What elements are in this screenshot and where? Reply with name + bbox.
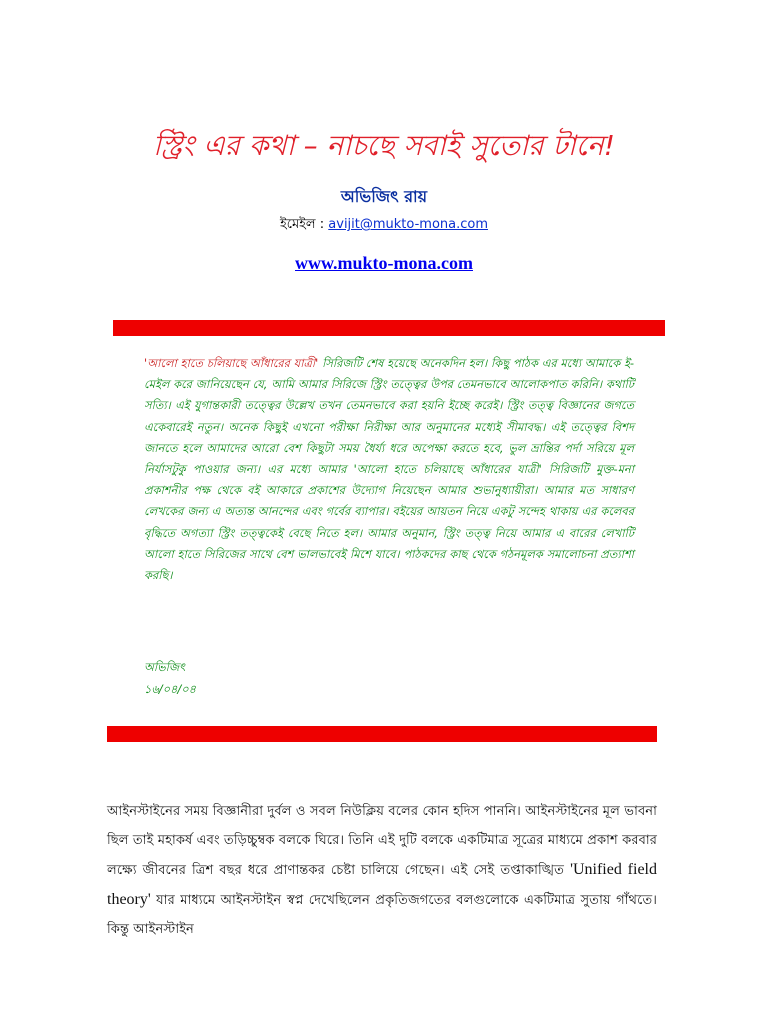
- email-label: ইমেইল :: [279, 217, 325, 232]
- email-link[interactable]: avijit@mukto-mona.com: [328, 217, 489, 232]
- body-paragraph: [107, 797, 657, 944]
- email-line: [0, 215, 768, 236]
- red-divider-bottom: [107, 726, 657, 742]
- body-text-part1: আইনস্টাইনের সময় বিজ্ঞানীরা দুর্বল ও সবল নিউক্লিয় বলের কোন হদিস পাননি। আইনস্টাইনের মূল ভাবনা ছিল তাই মহাকর্ষ এবং তড়িচ্চুম্বক বলকে ঘিরে। তিনি এই দুটি বলকে একটিমাত্র সূত্রের মাধ্যমে প্রকাশ করবার লক্ষ্যে জীবনের ত্রিশ বছর ধরে প্রাণান্তকর চেষ্টা চালিয়ে গেছেন। এই সেই তপ্তাকাঙ্খিত: [107, 804, 657, 878]
- website-link[interactable]: www.mukto-mona.com: [295, 253, 473, 273]
- preface-quote-title: 'আলো হাতে চলিয়াছে আঁধারের যাত্রী': [144, 356, 319, 370]
- author-name: অভিজিৎ রায়: [340, 187, 428, 206]
- signature-name: অভিজিৎ: [144, 660, 186, 674]
- preface-signature: [144, 656, 196, 700]
- red-divider-top: [113, 320, 665, 336]
- body-text-part2: যার মাধ্যমে আইনস্টাইন স্বপ্ন দেখেছিলেন প্রকৃতিজগতের বলগুলোকে একটিমাত্র সুতায় গাঁথতে। কিন্তু আইনস্টাইন: [107, 893, 657, 937]
- article-title: স্ট্রিং এর কথা – নাচছে সবাই সুতোর টানে!: [153, 129, 615, 162]
- preface-text: সিরিজটি শেষ হয়েছে অনেকদিন হল। কিছু পাঠক এর মধ্যে আমাকে ই-মেইল করে জানিয়েছেন যে, আমি আমার সিরিজে স্ট্রিং তত্ত্বের উপর তেমনভাবে আলোকপাত করিনি। কথাটি সত্যি। এই যুগান্তকারী তত্ত্বের উল্লেখ তখন তেমনভাবে করা হয়নি ইচ্ছে করেই। স্ট্রিং তত্ত্ব বিজ্ঞানের জগতে একেবারেই নতুন। অনেক কিছুই এখনো পরীক্ষা নিরীক্ষা আর অনুমানের মধ্যেই সীমাবদ্ধ। এই তত্ত্বের বিশদ জানতে হলে আমাদের আরো বেশ কিছুটা সময় ধৈর্য্য ধরে অপেক্ষা করতে হবে, ভুল ভ্রান্তির পর্দা সরিয়ে মূল নির্যাসটুকু পাওয়ার জন্য। এর মধ্যে আমার 'আলো হাতে চলিয়াছে আঁধারের যাত্রী' সিরিজটি মুক্ত-মনা প্রকাশনীর পক্ষ থেকে বই আকারে প্রকাশের উদ্যোগ নিয়েছেন আমার শুভানুধ্যায়ীরা। আমার মত সাধারণ লেখকের জন্য এ অত্যন্ত আনন্দের এবং গর্বের ব্যাপার। বইয়ের আয়তন নিয়ে একটু সন্দেহ থাকায় এর কলেবর বৃদ্ধিতে অগত্যা স্ট্রিং তত্ত্বকেই বেছে নিতে হল। আমার অনুমান, স্ট্রিং তত্ত্ব নিয়ে আমার এ বারের লেখাটি আলো হাতে সিরিজের সাথে বেশ ভালভাবেই মিশে যাবে। পাঠকদের কাছ থেকে গঠনমূলক সমালোচনা প্রত্যাশা করছি।: [144, 356, 634, 583]
- signature-date: ১৬/০৪/০৪: [144, 682, 197, 696]
- preface-paragraph: [144, 353, 634, 586]
- body-latin-term: 'Unified field theory': [107, 861, 657, 908]
